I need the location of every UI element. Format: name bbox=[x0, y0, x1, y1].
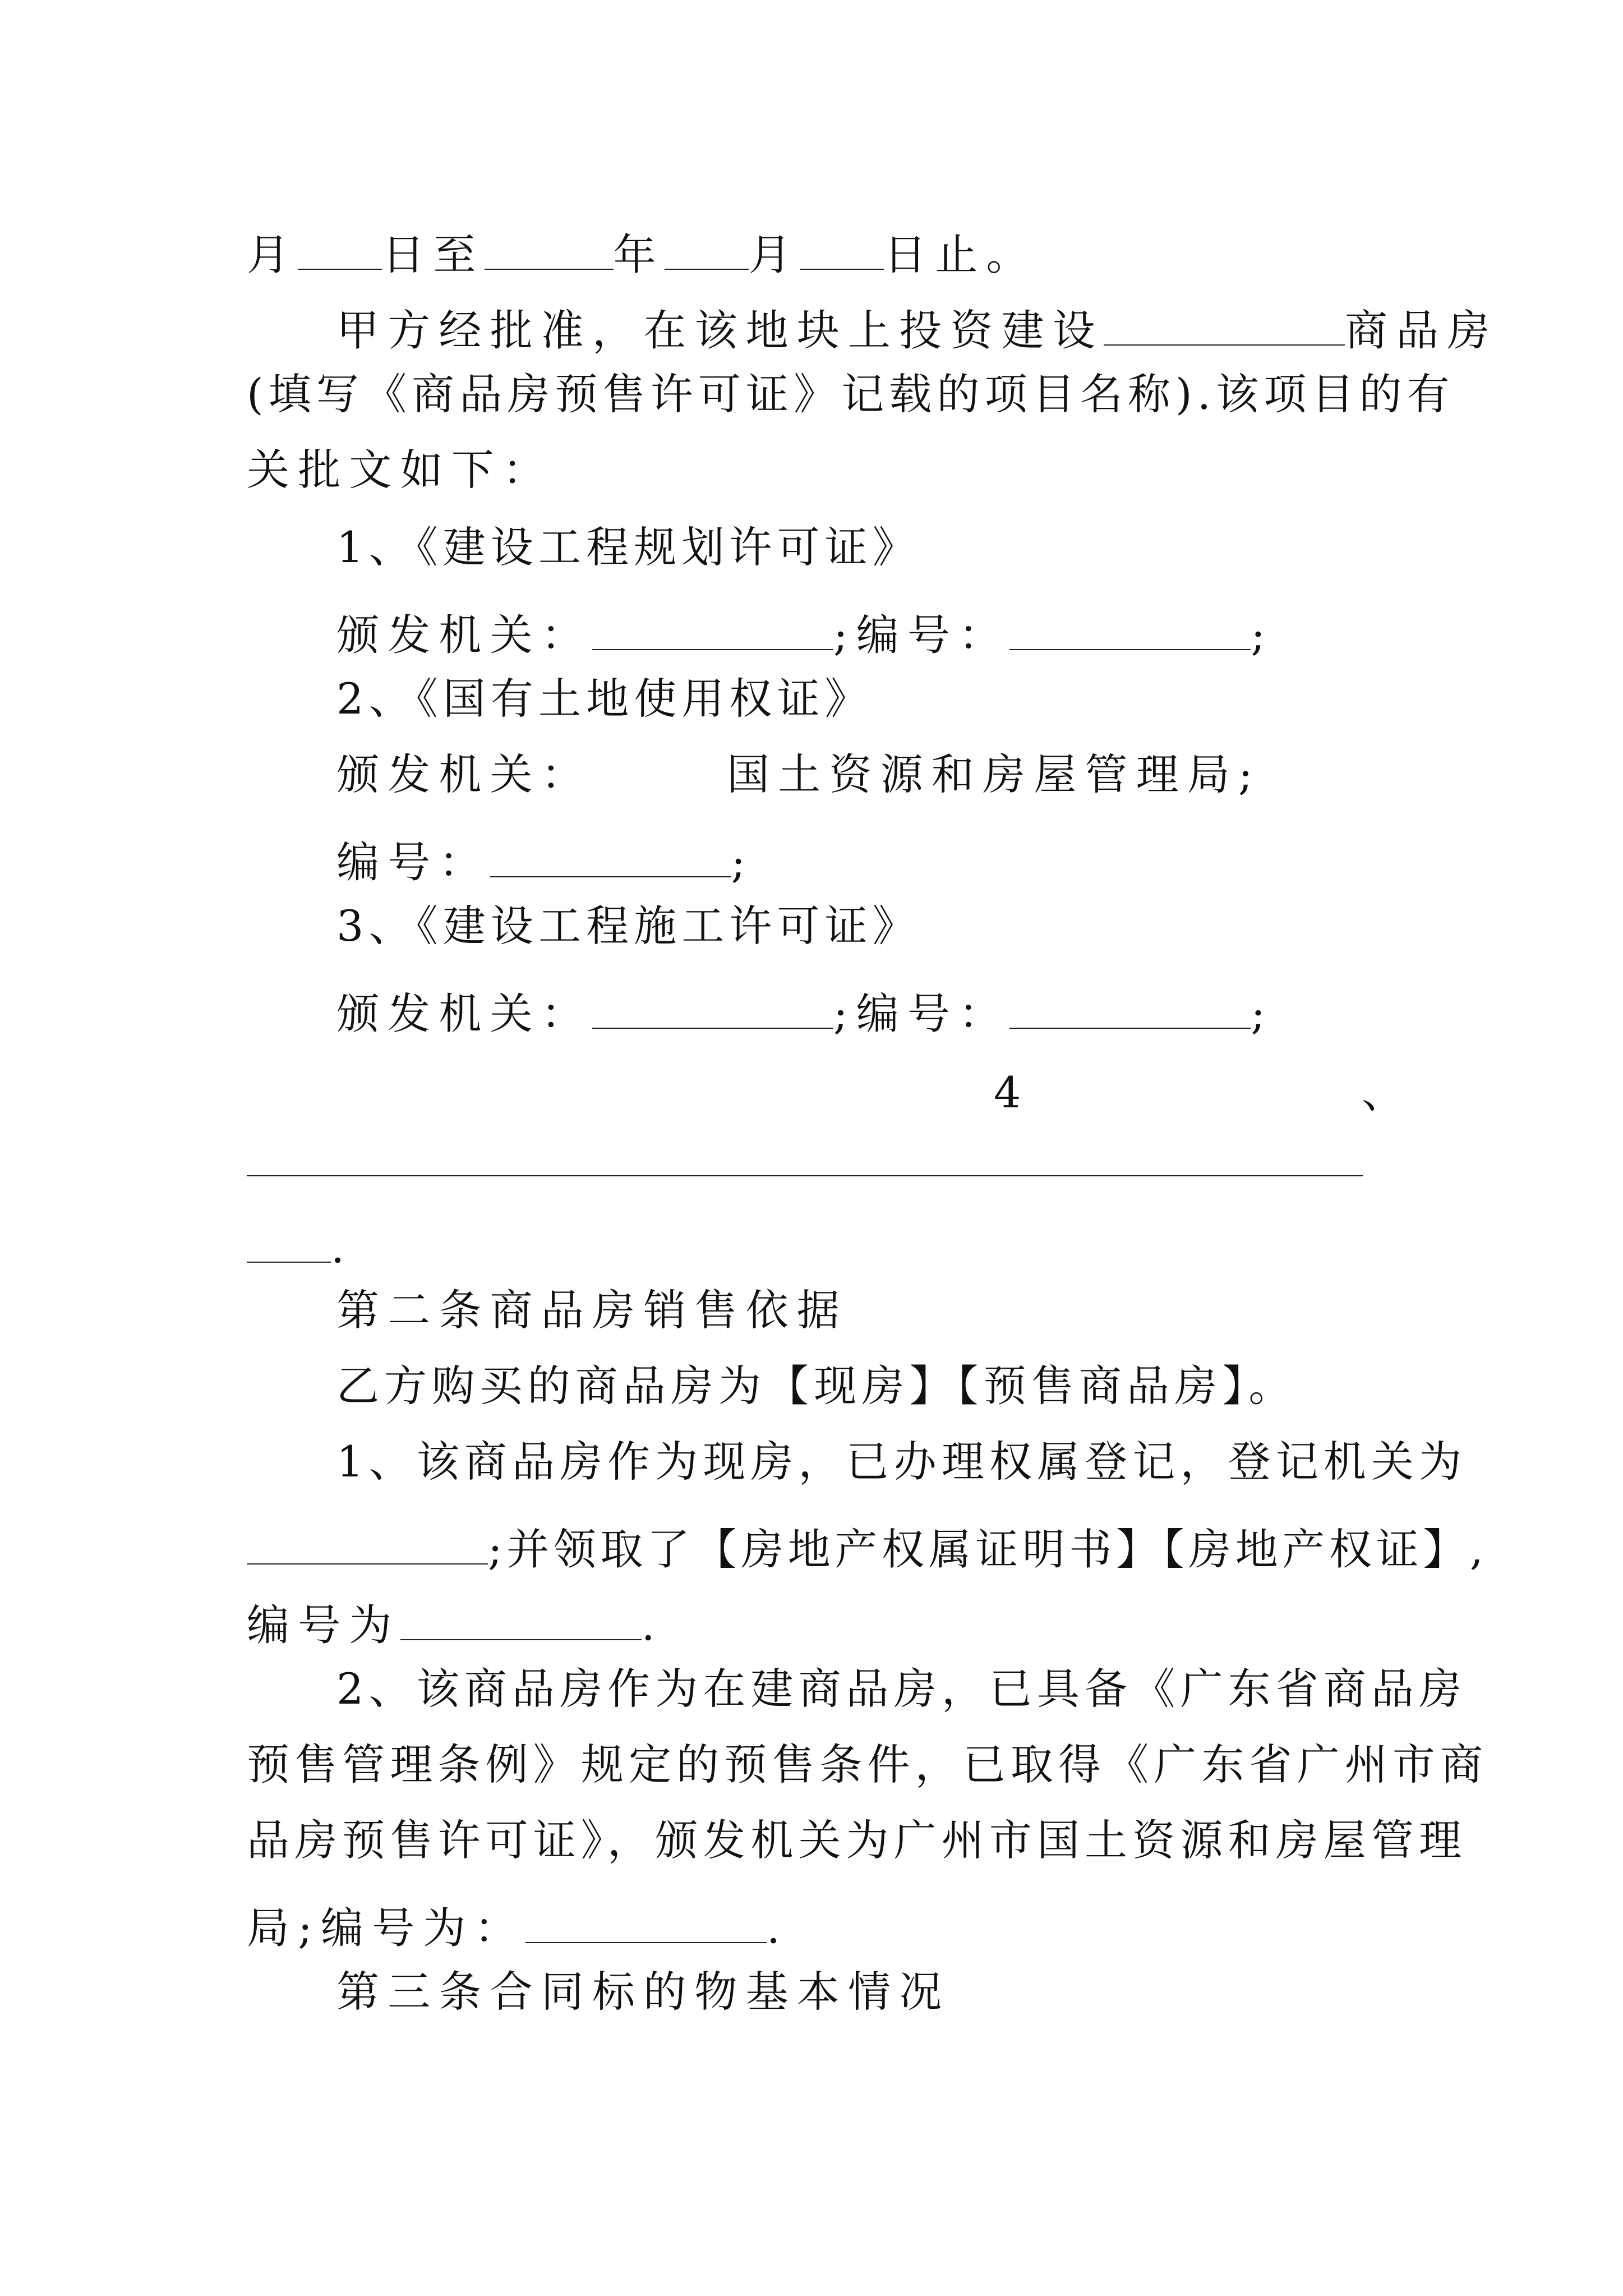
text-segment: 编号为 bbox=[247, 1600, 400, 1650]
text-segment: ; bbox=[1251, 988, 1274, 1039]
text-month: 月 bbox=[748, 229, 800, 280]
text-year: 年 bbox=[613, 229, 665, 280]
item-3-title: 3、《建设工程施工许可证》 bbox=[336, 901, 920, 951]
blank-field[interactable] bbox=[298, 222, 382, 270]
label-issuer: 颁发机关： bbox=[336, 988, 592, 1039]
text-month: 月 bbox=[247, 229, 298, 280]
item-2-issuer-line bbox=[336, 749, 1261, 799]
paragraph-line: 乙方购买的商品房为【现房】【预售商品房】。 bbox=[336, 1361, 1297, 1411]
paragraph-line: 2、该商品房作为在建商品房，已具备《广东省商品房 bbox=[336, 1664, 1467, 1714]
paragraph-line: (填写《商品房预售许可证》记载的项目名称).该项目的有 bbox=[247, 369, 1455, 419]
text-segment: ; bbox=[1251, 610, 1274, 660]
text-segment: . bbox=[766, 1903, 789, 1953]
blank-field-long[interactable] bbox=[247, 1175, 1363, 1176]
paragraph-line bbox=[247, 1895, 789, 1953]
item-4-number: 4 bbox=[994, 1068, 1021, 1117]
item-3-issuer-line bbox=[336, 981, 1274, 1039]
item-4-end-line bbox=[247, 1214, 353, 1273]
blank-field[interactable] bbox=[247, 1214, 331, 1263]
blank-field[interactable] bbox=[247, 1516, 488, 1565]
blank-field[interactable] bbox=[1009, 602, 1251, 650]
text-segment: . bbox=[641, 1600, 663, 1650]
blank-field[interactable] bbox=[592, 602, 833, 650]
paragraph-line: 预售管理条例》规定的预售条件，已取得《广东省广州市商 bbox=[247, 1740, 1488, 1789]
blank-field[interactable] bbox=[400, 1592, 642, 1640]
blank-field[interactable] bbox=[525, 1895, 767, 1943]
blank-field[interactable] bbox=[485, 222, 614, 270]
paragraph-line bbox=[247, 1592, 663, 1650]
text-day-end: 日止。 bbox=[884, 229, 1038, 280]
blank-field[interactable] bbox=[665, 222, 749, 270]
text-segment: 商品房 bbox=[1345, 305, 1498, 356]
paragraph-line: 品房预售许可证》，颁发机关为广州市国土资源和房屋管理 bbox=[247, 1815, 1467, 1865]
issuer-value: 国土资源和房屋管理局; bbox=[727, 749, 1261, 799]
label-number: 编号： bbox=[336, 837, 490, 887]
paragraph-line: 1、该商品房作为现房，已办理权属登记，登记机关为 bbox=[336, 1437, 1467, 1487]
blank-field[interactable] bbox=[490, 829, 731, 877]
article-3-title: 第三条合同标的物基本情况 bbox=[336, 1967, 951, 2017]
text-segment: 甲方经批准，在该地块上投资建设 bbox=[336, 305, 1104, 356]
blank-field[interactable] bbox=[1104, 297, 1345, 346]
blank-field[interactable] bbox=[1009, 981, 1251, 1029]
label-issuer: 颁发机关： bbox=[336, 749, 592, 799]
blank-field[interactable] bbox=[592, 981, 833, 1029]
article-2-title: 第二条商品房销售依据 bbox=[336, 1285, 848, 1335]
item-1-title: 1、《建设工程规划许可证》 bbox=[336, 522, 920, 572]
text-segment: . bbox=[331, 1222, 353, 1273]
text-day-to: 日至 bbox=[382, 229, 485, 280]
label-issuer: 颁发机关： bbox=[336, 610, 592, 660]
label-number: ;编号： bbox=[833, 988, 1010, 1039]
blank-field[interactable] bbox=[800, 222, 884, 270]
item-1-issuer-line bbox=[336, 602, 1274, 660]
date-range-line bbox=[247, 222, 1038, 280]
paragraph-line bbox=[336, 297, 1498, 356]
item-2-number-line bbox=[336, 829, 754, 887]
paragraph-line: 关批文如下： bbox=[247, 445, 554, 495]
item-2-title: 2、《国有土地使用权证》 bbox=[336, 674, 873, 724]
text-segment: 局;编号为： bbox=[247, 1903, 525, 1953]
text-segment: ; bbox=[731, 837, 754, 887]
paragraph-line bbox=[247, 1516, 1488, 1575]
item-4-separator: 、 bbox=[1362, 1068, 1404, 1117]
label-number: ;编号： bbox=[833, 610, 1010, 660]
text-segment: ;并领取了【房地产权属证明书】【房地产权证】, bbox=[488, 1524, 1488, 1575]
